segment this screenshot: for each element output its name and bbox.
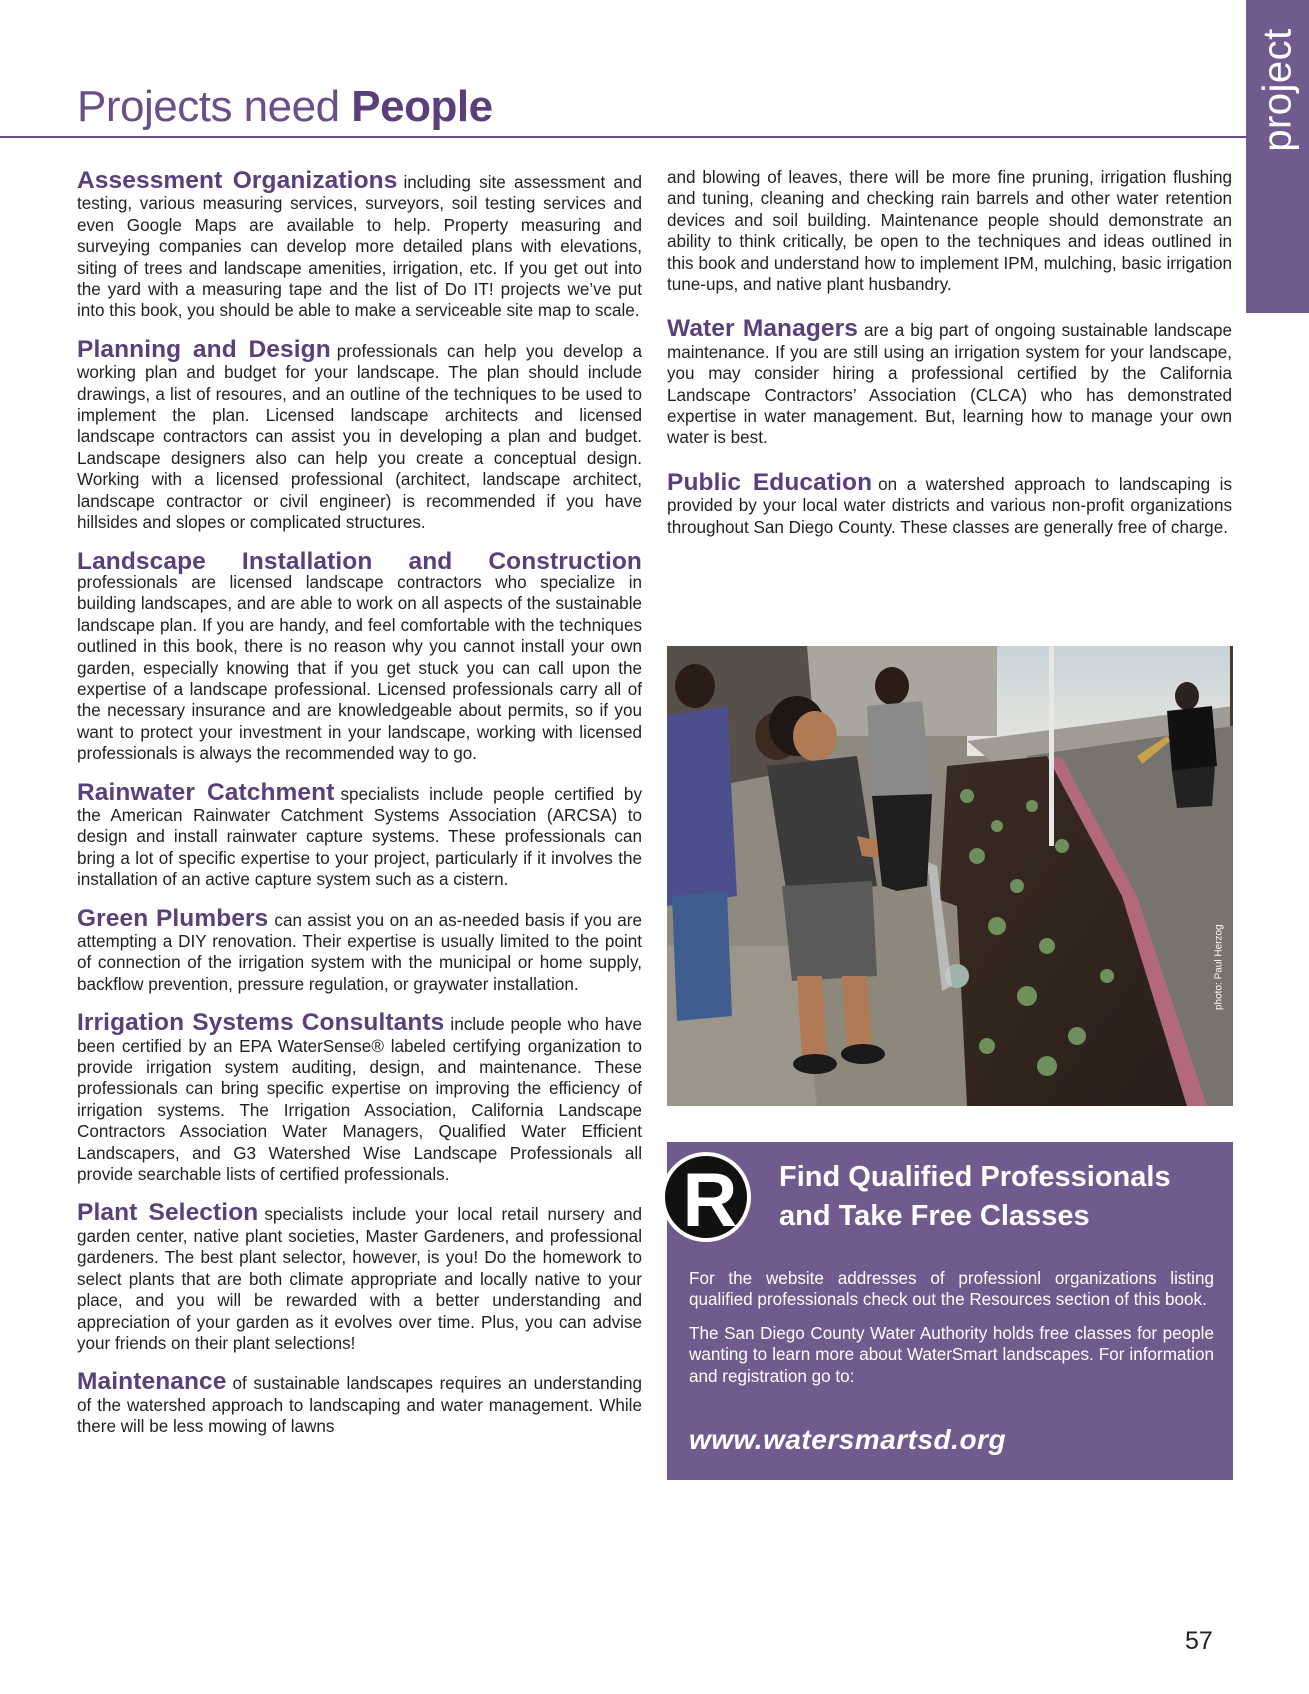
- callout-body: [689, 1268, 1214, 1399]
- section-plant-selection: [77, 1199, 642, 1354]
- section-body: are a big part of ongoing sustainable landscape maintenance. If you are still using an irrigation system for your landscape, you may consider hiring a professional certified by the California Landscape Contractors’ Association (CLCA) who has demonstrated expertise in water management. But, learning how to manage your own water is best.: [667, 321, 1232, 448]
- section-heading: Landscape Installation and Construction: [77, 547, 642, 575]
- section-water-managers: [667, 315, 1232, 448]
- callout-paragraph-1: For the website addresses of professionl organizations listing qualified professionals check out the Resources section of this book.: [689, 1269, 1214, 1310]
- callout-title-line1: Find Qualified Professionals: [779, 1161, 1171, 1193]
- section-body: and blowing of leaves, there will be more fine pruning, irrigation flushing and tuning, cleaning and checking rain barrels and other water retention devices and soil building. Maintenance people should demonstrate an ability to think critically, be open to the techniques and ideas outlined in this book and understand how to implement IPM, mulching, basic irrigation tune-ups, and native plant husbandry.: [667, 168, 1232, 295]
- left-column: [77, 167, 643, 1455]
- section-body: of sustainable landscapes requires an understanding of the watershed approach to landscaping and water management. While there will be less mowing of lawns: [77, 1374, 642, 1437]
- chapter-side-tab-label: project: [1255, 28, 1299, 152]
- section-body: on a watershed approach to landscaping is provided by your local water districts and various non-profit organizations throughout San Diego County. These classes are generally free of charge.: [667, 474, 1233, 537]
- watersmart-url-link[interactable]: www.watersmartsd.org: [689, 1424, 1007, 1455]
- title-divider: [0, 136, 1309, 138]
- section-heading: Public Education: [667, 468, 873, 496]
- page-title-bold: People: [351, 82, 493, 131]
- section-heading: Rainwater Catchment: [77, 778, 335, 806]
- section-heading: Planning and Design: [77, 335, 331, 363]
- section-rainwater-catchment: [77, 778, 642, 891]
- photo-illustration: [667, 646, 1233, 1106]
- section-landscape-installation: [77, 547, 642, 765]
- section-heading: Plant Selection: [77, 1199, 259, 1227]
- section-irrigation-consultants: [77, 1009, 642, 1185]
- callout-paragraph-2: The San Diego County Water Authority holds free classes for people wanting to learn more about WaterSmart landscapes. For information and registration go to:: [689, 1323, 1214, 1386]
- resources-r-icon: [661, 1152, 751, 1242]
- section-body: specialists include people certified by the American Rainwater Catchment Systems Association (ARCSA) to design and install rainwater capture systems. These professionals can bring a lot of specific expertise to your project, particularly if it involves the installation of an active capture system such as a cistern.: [77, 784, 642, 890]
- section-body: include people who have been certified by an EPA WaterSense® labeled certifying organization to provide irrigation system auditing, design, and maintenance. These professionals can bring specific expertise on improving the efficiency of irrigation systems. The Irrigation Association, California Landscape Contractors Association Water Managers, Qualified Water Efficient Landscapers, and G3 Watershed Wise Landscape Professionals all provide searchable lists of certified professionals.: [77, 1015, 642, 1185]
- section-heading: Green Plumbers: [77, 904, 269, 932]
- section-heading: Irrigation Systems Consultants: [77, 1009, 445, 1037]
- section-heading: Water Managers: [667, 315, 858, 343]
- page-title: [77, 82, 493, 132]
- callout-title-line2: and Take Free Classes: [779, 1200, 1090, 1232]
- section-body: professionals are licensed landscape contractors who specialize in building landscapes, and are able to work on all aspects of the sustainable landscape plan. If you are handy, and feel comfortable with the techniques outlined in this book, there is no reason why you cannot install your own garden, especially knowing that if you get stuck you can call upon the expertise of a landscape professional. Licensed professionals carry all of the necessary insurance and are knowledgeable about permits, so if you want to protect your investment in your landscape, working with licensed professionals is always the recommended way to go.: [77, 572, 642, 764]
- chapter-side-tab: [1246, 0, 1309, 313]
- community-planting-photo: [667, 646, 1233, 1106]
- right-column: [667, 167, 1232, 555]
- resources-callout-box: [667, 1142, 1233, 1480]
- resources-r-letter: R: [682, 1158, 738, 1243]
- section-body: can assist you on an as-needed basis if you are attempting a DIY renovation. Their expertise is usually limited to the point of connection of the irrigation system with the municipal or home supply, backflow prevention, pressure regulation, or graywater installation.: [77, 910, 642, 994]
- section-maintenance-continued: [667, 167, 1232, 295]
- section-heading: Maintenance: [77, 1368, 227, 1396]
- section-planning-and-design: [77, 335, 642, 534]
- section-green-plumbers: [77, 904, 642, 996]
- callout-title: [779, 1158, 1171, 1236]
- page-title-light: Projects need: [77, 82, 340, 131]
- section-body: including site assessment and testing, various measuring services, surveyors, soil testing services and even Google Maps are available to help. Property measuring and surveying companies can develop more detailed plans with elevations, siting of trees and landscape amenities, irrigation, etc. If you get out into the yard with a measuring tape and the list of Do IT! projects we’ve put into this book, you should be able to make a serviceable site map to scale.: [77, 173, 643, 321]
- section-maintenance: [77, 1368, 642, 1437]
- section-body: specialists include your local retail nursery and garden center, native plant societies, Master Gardeners, and professional gardeners. The best plant selector, however, is you! Do the homework to select plants that are both climate appropriate and locally native to your place, and you will be rewarded with a better understanding and appreciation of your garden as it evolves over time. Plus, you can advise your friends on their plant selections!: [77, 1205, 642, 1353]
- section-assessment-organizations: [77, 167, 643, 322]
- section-heading: Assessment Organizations: [77, 167, 398, 194]
- photo-credit: photo: Paul Herzog: [1214, 924, 1225, 1010]
- page-number: 57: [1185, 1627, 1213, 1655]
- section-body: professionals can help you develop a working plan and budget for your landscape. The plan should include drawings, a list of resoures, and an outline of the techniques to be used to implement the plan. Licensed landscape architects and licensed landscape contractors can assist you in developing a plan and budget. Landscape designers also can help you create a conceptual design. Working with a licensed professional (architect, landscape architect, landscape contractor or civil engineer) is recommended if you have hillsides and slopes or complicated structures.: [77, 341, 642, 533]
- section-public-education: [667, 468, 1233, 538]
